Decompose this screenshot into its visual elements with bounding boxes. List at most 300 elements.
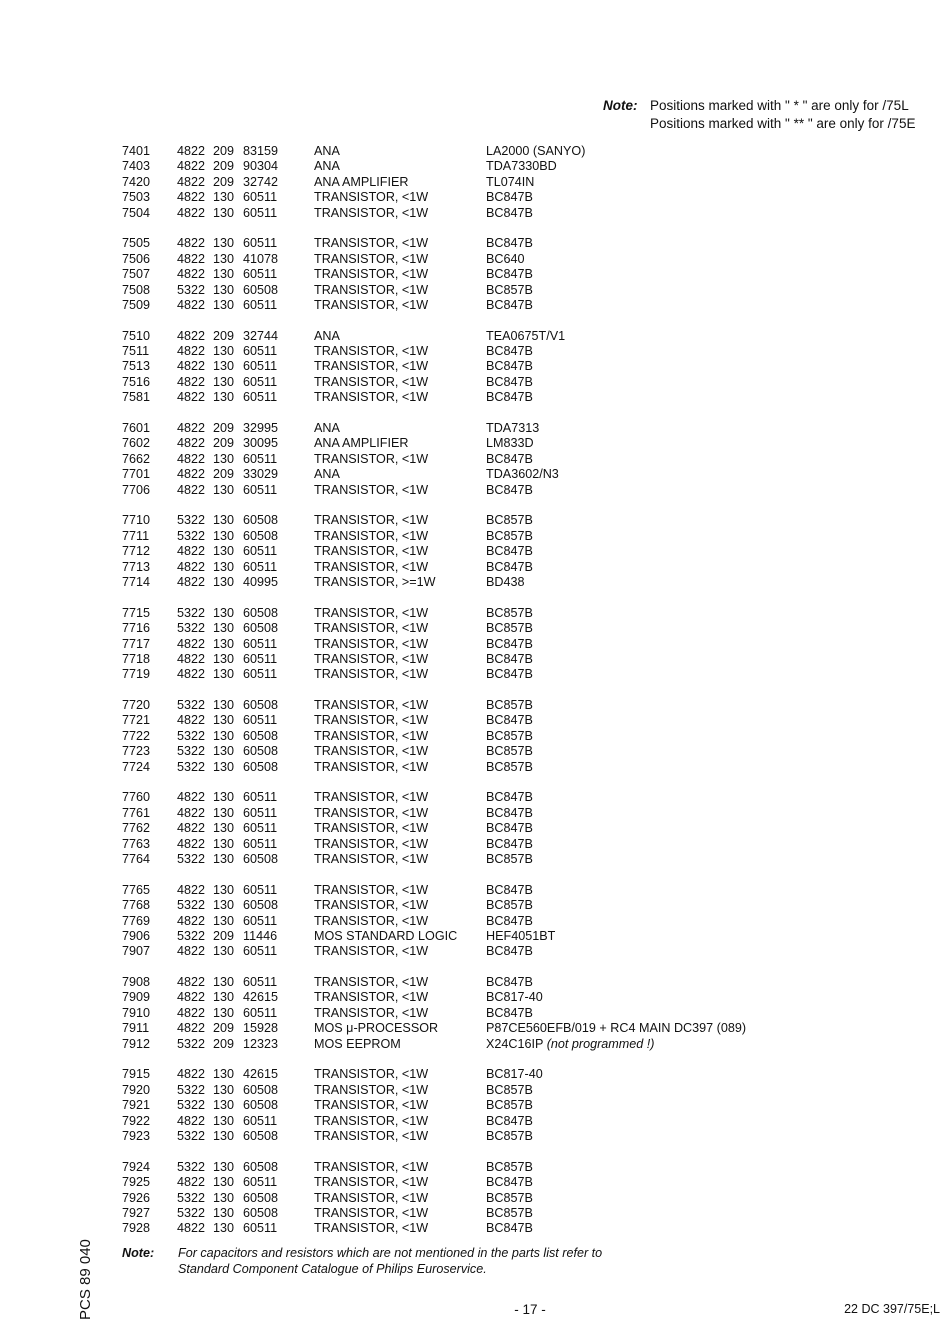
part-type: HEF4051BT — [486, 928, 556, 943]
bottom-note-line-1: For capacitors and resistors which are not mentioned in the parts list refer to — [178, 1246, 603, 1260]
position-number: 7715 — [122, 605, 151, 620]
part-row — [122, 175, 902, 190]
part-type: BC847B — [486, 267, 533, 282]
part-description: TRANSISTOR, <1W — [314, 698, 429, 713]
part-type: BC847B — [486, 205, 533, 220]
part-type: BC847B — [486, 236, 533, 251]
code-part-2: 209 — [213, 328, 235, 343]
code-part-2: 209 — [213, 436, 235, 451]
code-part-3: 60511 — [243, 913, 278, 928]
position-number: 7401 — [122, 144, 151, 158]
code-part-3: 60511 — [243, 1113, 278, 1128]
code-part-3: 60508 — [243, 1129, 279, 1143]
position-number: 7710 — [122, 513, 151, 528]
code-part-3: 60508 — [243, 1159, 279, 1174]
part-description: TRANSISTOR, <1W — [314, 621, 429, 636]
position-number: 7911 — [122, 1021, 150, 1036]
code-part-2: 130 — [213, 1190, 235, 1205]
part-row — [122, 621, 902, 636]
part-row — [122, 375, 902, 390]
part-row — [122, 637, 902, 652]
position-number: 7711 — [122, 528, 150, 543]
part-type: BC847B — [486, 344, 533, 359]
code-part-1: 5322 — [177, 1129, 206, 1143]
position-number: 7769 — [122, 913, 151, 928]
code-part-1: 5322 — [177, 759, 206, 774]
code-part-3: 60511 — [243, 236, 278, 251]
code-part-1: 5322 — [177, 513, 206, 528]
code-part-3: 41078 — [243, 251, 279, 266]
part-description: TRANSISTOR, <1W — [314, 1159, 429, 1174]
part-type: BC847B — [486, 374, 533, 389]
code-part-2: 130 — [213, 528, 235, 543]
part-row — [122, 713, 902, 728]
code-part-2: 130 — [213, 975, 235, 990]
part-type: TDA7330BD — [486, 159, 557, 174]
code-part-2: 130 — [213, 190, 235, 205]
code-part-2: 130 — [213, 651, 235, 666]
part-row — [122, 990, 902, 1005]
code-part-3: 60511 — [243, 882, 278, 897]
part-row — [122, 898, 902, 913]
part-row — [122, 283, 902, 298]
code-part-3: 32742 — [243, 174, 279, 189]
part-type: BC847B — [486, 1175, 533, 1190]
position-number: 7717 — [122, 636, 151, 651]
code-part-2: 130 — [213, 667, 235, 682]
part-description: TRANSISTOR, <1W — [314, 744, 429, 759]
part-description: TRANSISTOR, <1W — [314, 667, 429, 682]
code-part-3: 60508 — [243, 851, 279, 866]
code-part-1: 5322 — [177, 621, 206, 636]
top-note-line-2: Positions marked with " ** " are only for /75E — [650, 116, 916, 131]
code-part-1: 4822 — [177, 359, 206, 374]
part-type: BC857B — [486, 1190, 533, 1205]
code-part-1: 5322 — [177, 605, 206, 620]
code-part-2: 130 — [213, 482, 235, 497]
parts-group — [122, 606, 902, 683]
part-description: TRANSISTOR, <1W — [314, 544, 429, 559]
code-part-2: 130 — [213, 913, 235, 928]
position-number: 7511 — [122, 344, 150, 359]
part-row — [122, 267, 902, 282]
code-part-3: 42615 — [243, 990, 279, 1005]
part-description: TRANSISTOR, <1W — [314, 282, 429, 297]
position-number: 7926 — [122, 1190, 151, 1205]
parts-group — [122, 790, 902, 867]
part-row — [122, 883, 902, 898]
code-part-1: 4822 — [177, 821, 206, 836]
code-part-3: 60508 — [243, 282, 279, 297]
part-row — [122, 344, 902, 359]
code-part-3: 60511 — [243, 944, 278, 959]
code-part-3: 60511 — [243, 190, 278, 205]
code-part-2: 130 — [213, 728, 235, 743]
part-row — [122, 436, 902, 451]
part-row — [122, 513, 902, 528]
position-number: 7912 — [122, 1036, 151, 1051]
code-part-1: 4822 — [177, 328, 206, 343]
code-part-3: 60511 — [243, 1175, 278, 1190]
position-number: 7712 — [122, 544, 151, 559]
position-number: 7662 — [122, 451, 151, 466]
code-part-1: 4822 — [177, 667, 206, 682]
part-type-value: X24C16IP — [486, 1036, 544, 1051]
part-row — [122, 452, 902, 467]
position-number: 7723 — [122, 744, 151, 759]
part-type: BC847B — [486, 667, 533, 682]
code-part-2: 130 — [213, 1221, 235, 1236]
position-number: 7718 — [122, 651, 151, 666]
part-type: BC847B — [486, 559, 533, 574]
part-description: ANA — [314, 328, 340, 343]
code-part-2: 130 — [213, 713, 235, 728]
code-part-3: 60511 — [243, 559, 278, 574]
part-type: BC857B — [486, 744, 533, 759]
parts-group — [122, 236, 902, 313]
part-row — [122, 1191, 902, 1206]
part-description: TRANSISTOR, <1W — [314, 821, 429, 836]
code-part-2: 130 — [213, 390, 235, 405]
code-part-2: 130 — [213, 236, 235, 251]
part-type: BC857B — [486, 1159, 533, 1174]
code-part-1: 5322 — [177, 744, 206, 759]
code-part-1: 4822 — [177, 251, 206, 266]
position-number: 7763 — [122, 836, 151, 851]
part-type: BC847B — [486, 882, 533, 897]
code-part-1: 4822 — [177, 574, 206, 589]
code-part-1: 4822 — [177, 482, 206, 497]
part-description: TRANSISTOR, <1W — [314, 713, 429, 728]
part-type: BC847B — [486, 805, 533, 820]
code-part-2: 130 — [213, 1159, 235, 1174]
part-type: BC847B — [486, 190, 533, 205]
code-part-3: 90304 — [243, 159, 279, 174]
part-row — [122, 544, 902, 559]
part-type: BC847B — [486, 1221, 533, 1236]
part-description: TRANSISTOR, <1W — [314, 190, 429, 205]
code-part-2: 209 — [213, 467, 235, 482]
part-type: BC847B — [486, 913, 533, 928]
code-part-1: 4822 — [177, 805, 206, 820]
code-part-3: 12323 — [243, 1036, 279, 1051]
position-number: 7508 — [122, 282, 151, 297]
position-number: 7910 — [122, 1005, 151, 1020]
code-part-1: 4822 — [177, 1175, 206, 1190]
code-part-1: 4822 — [177, 651, 206, 666]
part-row — [122, 667, 902, 682]
part-row — [122, 1129, 902, 1144]
code-part-3: 11446 — [243, 928, 278, 943]
code-part-1: 4822 — [177, 1021, 206, 1036]
parts-group — [122, 144, 902, 221]
code-part-1: 4822 — [177, 436, 206, 451]
position-number: 7764 — [122, 851, 151, 866]
position-number: 7714 — [122, 574, 151, 589]
part-row — [122, 236, 902, 251]
part-row — [122, 298, 902, 313]
part-description: TRANSISTOR, <1W — [314, 344, 429, 359]
part-type: LA2000 (SANYO) — [486, 144, 586, 158]
part-description: TRANSISTOR, <1W — [314, 236, 429, 251]
position-number: 7721 — [122, 713, 151, 728]
position-number: 7513 — [122, 359, 151, 374]
part-type: BC857B — [486, 851, 533, 866]
code-part-2: 130 — [213, 267, 235, 282]
code-part-3: 60511 — [243, 821, 278, 836]
part-row — [122, 744, 902, 759]
position-number: 7503 — [122, 190, 151, 205]
part-description: ANA AMPLIFIER — [314, 174, 409, 189]
part-type: BC847B — [486, 390, 533, 405]
part-type: P87CE560EFB/019 + RC4 MAIN DC397 (089) — [486, 1021, 747, 1036]
part-type: BC847B — [486, 1005, 533, 1020]
position-number: 7509 — [122, 297, 151, 312]
code-part-2: 130 — [213, 1175, 235, 1190]
code-part-1: 5322 — [177, 728, 206, 743]
code-part-1: 5322 — [177, 898, 206, 913]
part-row — [122, 1021, 902, 1036]
part-row — [122, 852, 902, 867]
part-description: TRANSISTOR, <1W — [314, 898, 429, 913]
code-part-1: 4822 — [177, 144, 206, 158]
code-part-2: 130 — [213, 574, 235, 589]
part-description: MOS μ-PROCESSOR — [314, 1021, 439, 1036]
code-part-1: 4822 — [177, 882, 206, 897]
part-row — [122, 560, 902, 575]
part-description: TRANSISTOR, <1W — [314, 374, 429, 389]
position-number: 7922 — [122, 1113, 151, 1128]
code-part-3: 60508 — [243, 1082, 279, 1097]
part-row — [122, 914, 902, 929]
part-row — [122, 929, 902, 944]
code-part-1: 4822 — [177, 836, 206, 851]
document-code: 22 DC 397/75E;L — [844, 1302, 940, 1316]
part-type: TDA3602/N3 — [486, 467, 559, 482]
code-part-3: 30095 — [243, 436, 279, 451]
part-type: BC847B — [486, 359, 533, 374]
code-part-2: 130 — [213, 851, 235, 866]
part-row — [122, 760, 902, 775]
part-row — [122, 1114, 902, 1129]
side-code: PCS 89 040 — [77, 1239, 94, 1320]
code-part-2: 130 — [213, 636, 235, 651]
code-part-2: 209 — [213, 1021, 235, 1036]
code-part-3: 60511 — [243, 636, 278, 651]
code-part-3: 60511 — [243, 790, 278, 805]
part-type: LM833D — [486, 436, 534, 451]
part-type: BC847B — [486, 544, 533, 559]
code-part-1: 5322 — [177, 1036, 206, 1051]
code-part-2: 209 — [213, 928, 235, 943]
position-number: 7925 — [122, 1175, 151, 1190]
part-type: BC847B — [486, 482, 533, 497]
code-part-3: 60511 — [243, 975, 278, 990]
code-part-1: 4822 — [177, 944, 206, 959]
part-row — [122, 1175, 902, 1190]
code-part-3: 60511 — [243, 836, 278, 851]
bottom-note-line-2: Standard Component Catalogue of Philips Euroservice. — [178, 1261, 487, 1276]
code-part-1: 4822 — [177, 544, 206, 559]
part-row — [122, 1098, 902, 1113]
part-description: TRANSISTOR, <1W — [314, 482, 429, 497]
part-type: BC847B — [486, 297, 533, 312]
code-part-3: 60508 — [243, 1098, 279, 1113]
code-part-1: 5322 — [177, 698, 206, 713]
code-part-2: 130 — [213, 882, 235, 897]
code-part-2: 130 — [213, 790, 235, 805]
part-description: TRANSISTOR, <1W — [314, 759, 429, 774]
code-part-2: 130 — [213, 1067, 235, 1082]
code-part-1: 4822 — [177, 1005, 206, 1020]
code-part-2: 130 — [213, 1129, 235, 1143]
position-number: 7906 — [122, 928, 151, 943]
part-row — [122, 1206, 902, 1221]
top-note-label: Note: — [603, 98, 638, 113]
part-row — [122, 652, 902, 667]
code-part-3: 60511 — [243, 390, 278, 405]
position-number: 7507 — [122, 267, 151, 282]
code-part-1: 4822 — [177, 174, 206, 189]
position-number: 7927 — [122, 1205, 151, 1220]
position-number: 7713 — [122, 559, 151, 574]
code-part-1: 4822 — [177, 713, 206, 728]
position-number: 7762 — [122, 821, 151, 836]
part-type: BC847B — [486, 713, 533, 728]
part-description: TRANSISTOR, <1W — [314, 1067, 429, 1082]
position-number: 7924 — [122, 1159, 151, 1174]
part-description: TRANSISTOR, <1W — [314, 451, 429, 466]
code-part-2: 130 — [213, 251, 235, 266]
code-part-2: 130 — [213, 559, 235, 574]
code-part-3: 32744 — [243, 328, 279, 343]
code-part-3: 60511 — [243, 805, 278, 820]
code-part-1: 5322 — [177, 1159, 206, 1174]
code-part-1: 4822 — [177, 297, 206, 312]
part-row — [122, 1006, 902, 1021]
code-part-3: 60511 — [243, 1005, 278, 1020]
position-number: 7420 — [122, 174, 151, 189]
code-part-2: 130 — [213, 297, 235, 312]
part-type: BC857B — [486, 282, 533, 297]
position-number: 7921 — [122, 1098, 151, 1113]
code-part-3: 42615 — [243, 1067, 279, 1082]
part-row — [122, 837, 902, 852]
part-description: TRANSISTOR, <1W — [314, 1190, 429, 1205]
part-description: TRANSISTOR, <1W — [314, 251, 429, 266]
code-part-3: 60511 — [243, 297, 278, 312]
code-part-1: 4822 — [177, 390, 206, 405]
code-part-2: 130 — [213, 544, 235, 559]
part-description: TRANSISTOR, <1W — [314, 1129, 429, 1143]
part-type: BC847B — [486, 451, 533, 466]
code-part-2: 130 — [213, 344, 235, 359]
position-number: 7724 — [122, 759, 151, 774]
part-description: TRANSISTOR, <1W — [314, 513, 429, 528]
parts-group — [122, 513, 902, 590]
code-part-1: 5322 — [177, 1082, 206, 1097]
part-description: TRANSISTOR, <1W — [314, 836, 429, 851]
code-part-3: 60508 — [243, 759, 279, 774]
code-part-3: 60511 — [243, 359, 278, 374]
part-description: TRANSISTOR, <1W — [314, 944, 429, 959]
code-part-2: 130 — [213, 1205, 235, 1220]
part-description: TRANSISTOR, <1W — [314, 267, 429, 282]
part-row — [122, 190, 902, 205]
parts-group — [122, 975, 902, 1052]
part-row — [122, 1067, 902, 1082]
part-description: TRANSISTOR, <1W — [314, 1175, 429, 1190]
part-row — [122, 1037, 902, 1052]
parts-group — [122, 883, 902, 960]
parts-group — [122, 1067, 902, 1144]
code-part-1: 5322 — [177, 928, 206, 943]
part-description: TRANSISTOR, >=1W — [314, 574, 436, 589]
part-description: TRANSISTOR, <1W — [314, 636, 429, 651]
code-part-2: 209 — [213, 174, 235, 189]
part-type: BC857B — [486, 728, 533, 743]
part-type: TL074IN — [486, 174, 535, 189]
position-number: 7765 — [122, 882, 151, 897]
part-description: TRANSISTOR, <1W — [314, 205, 429, 220]
part-description: TRANSISTOR, <1W — [314, 359, 429, 374]
part-type — [486, 1037, 654, 1052]
code-part-3: 60511 — [243, 667, 278, 682]
code-part-1: 5322 — [177, 282, 206, 297]
code-part-1: 4822 — [177, 1113, 206, 1128]
part-description: TRANSISTOR, <1W — [314, 805, 429, 820]
part-type-note: (not programmed !) — [546, 1036, 655, 1051]
code-part-1: 4822 — [177, 205, 206, 220]
part-description: ANA AMPLIFIER — [314, 436, 409, 451]
code-part-3: 60508 — [243, 605, 279, 620]
code-part-2: 130 — [213, 805, 235, 820]
position-number: 7760 — [122, 790, 151, 805]
code-part-2: 130 — [213, 1113, 235, 1128]
part-type: BC857B — [486, 1082, 533, 1097]
part-row — [122, 421, 902, 436]
position-number: 7907 — [122, 944, 151, 959]
top-note-line-1: Positions marked with " * " are only for /75L — [650, 98, 909, 113]
part-row — [122, 1160, 902, 1175]
part-row — [122, 606, 902, 621]
part-description: ANA — [314, 467, 340, 482]
position-number: 7506 — [122, 251, 151, 266]
code-part-1: 4822 — [177, 636, 206, 651]
part-description: TRANSISTOR, <1W — [314, 990, 429, 1005]
code-part-3: 60511 — [243, 451, 278, 466]
code-part-3: 60508 — [243, 621, 279, 636]
part-description: TRANSISTOR, <1W — [314, 790, 429, 805]
code-part-3: 33029 — [243, 467, 279, 482]
part-type: BC847B — [486, 944, 533, 959]
code-part-2: 209 — [213, 144, 235, 158]
part-description: TRANSISTOR, <1W — [314, 975, 429, 990]
code-part-2: 130 — [213, 359, 235, 374]
part-type: BD438 — [486, 574, 525, 589]
part-row — [122, 1083, 902, 1098]
code-part-2: 209 — [213, 421, 235, 436]
position-number: 7516 — [122, 374, 151, 389]
parts-list — [122, 144, 902, 1252]
page-number: - 17 - — [514, 1302, 546, 1317]
part-description: TRANSISTOR, <1W — [314, 1113, 429, 1128]
part-type: BC857B — [486, 698, 533, 713]
code-part-2: 130 — [213, 1082, 235, 1097]
code-part-2: 130 — [213, 898, 235, 913]
part-row — [122, 698, 902, 713]
part-description: TRANSISTOR, <1W — [314, 728, 429, 743]
